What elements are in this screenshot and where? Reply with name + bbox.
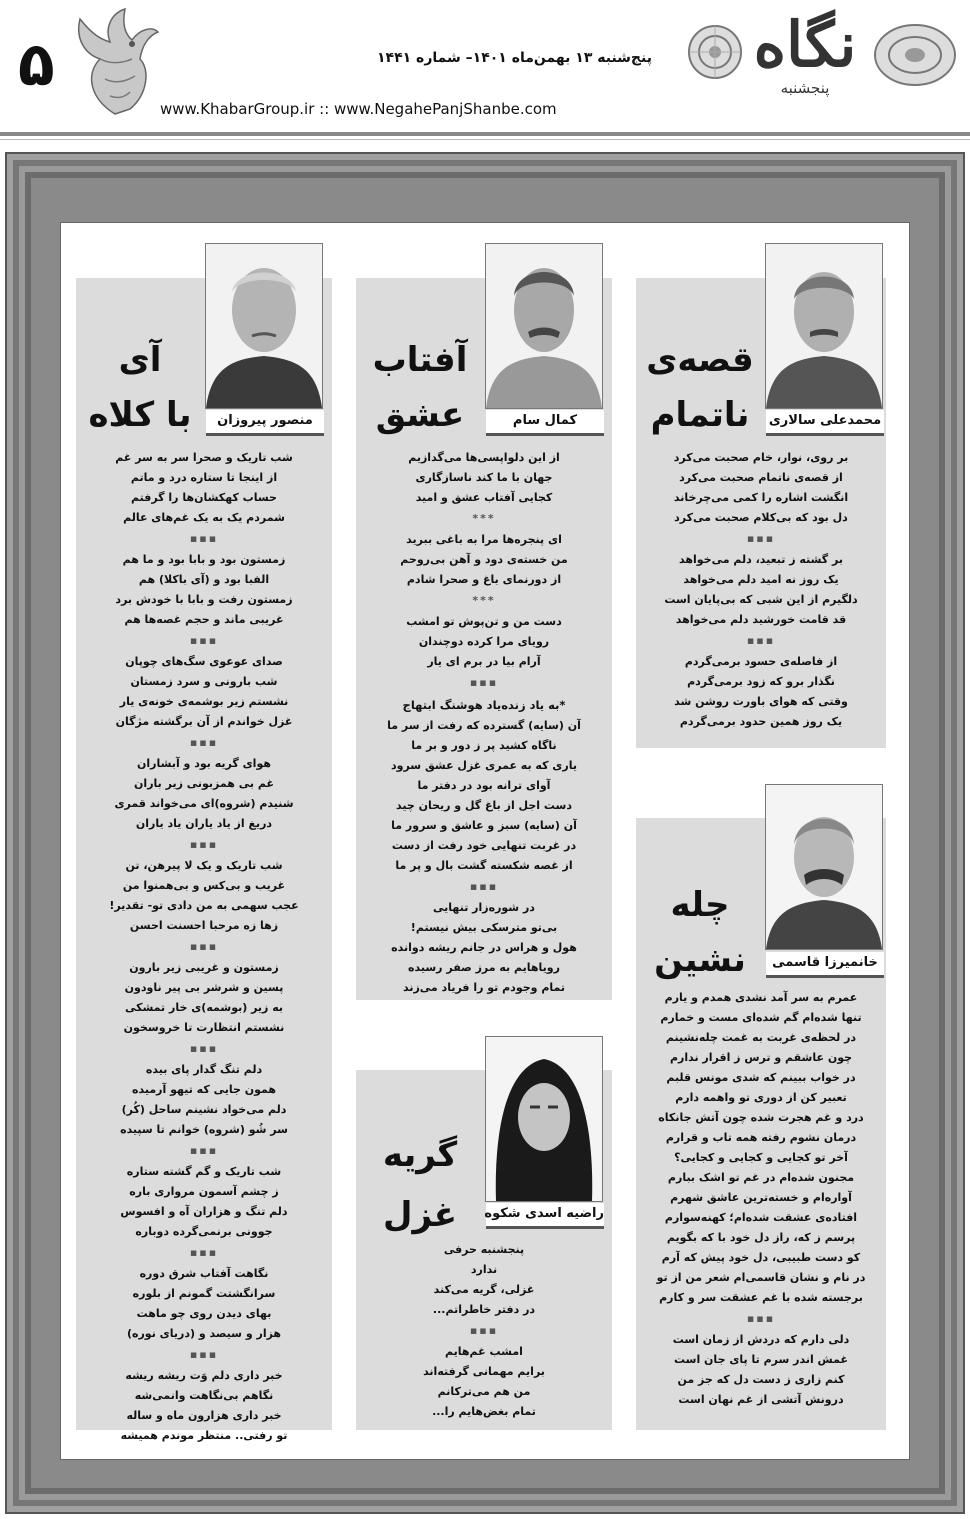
poem-line: مجنون شده‌ام در غم تو اشک ببارم	[667, 1171, 855, 1184]
stanza-separator: ***	[472, 512, 496, 525]
author-name-shokouh: راضیه اسدی شکوه	[486, 1203, 604, 1229]
poem-line: بهای دیدن روی چو ماهت	[136, 1307, 272, 1320]
poem-line: در شوره‌زار تنهایی	[433, 901, 535, 914]
poem-line: نشستم انتظارت تا خروسخون	[123, 1021, 285, 1034]
poem-line: صدای عوعوی سگ‌های چوپان	[125, 655, 283, 668]
poem-line: تعبیر کن از دوری تو واهمه دارم	[675, 1091, 847, 1104]
stanza-separator: ▪▪▪	[189, 532, 219, 545]
author-photo-sam	[485, 243, 603, 409]
poem-line: دست اجل از باغ گل و ریحان چید	[395, 799, 573, 812]
poem-line: یک روز نه امید دلم می‌خواهد	[683, 573, 839, 586]
poem-title-line2-shokouh: غزل	[383, 1195, 457, 1235]
website-urls: www.KhabarGroup.ir :: www.NegahePanjShanbe.com	[160, 100, 557, 118]
poem-line: شنیدم (شروه)ای می‌خواند قمری	[114, 797, 294, 810]
page-number: ۵	[18, 30, 55, 100]
portrait-icon	[206, 244, 322, 408]
author-name-parvizan: منصور پیروزان	[206, 410, 324, 436]
poem-body-sam	[366, 448, 602, 998]
poem-line: در دفتر خاطراتم...	[432, 1303, 536, 1316]
portrait-icon	[486, 244, 602, 408]
poem-line: آوای ترانه بود در دفتر ما	[417, 779, 551, 792]
masthead-logo	[750, 5, 860, 105]
poem-line: ای پنجره‌ها مرا به باغی ببرید	[406, 533, 562, 546]
poem-line: آن (سایه) سبز و عاشق و سرور ما	[391, 819, 577, 832]
poem-line: نگاهت آفتاب شرق دوره	[139, 1267, 269, 1280]
stanza-separator: ▪▪▪	[469, 676, 499, 689]
poem-line: غریبی ماند و حجم غصه‌ها هم	[124, 613, 284, 626]
poem-line: غزلی، گریه می‌کند	[433, 1283, 535, 1296]
issue-date-line: پنج‌شنبه ۱۳ بهمن‌ماه ۱۴۰۱– شماره ۱۴۴۱	[377, 50, 652, 66]
poem-line: کو دست طبیبی، دل خود پیش که آرم	[661, 1251, 861, 1264]
poem-line: برایم مهمانی گرفته‌اند	[423, 1365, 545, 1378]
logo-sub-text: پنجشنبه	[780, 79, 830, 97]
poem-line: از قصه‌ی ناتمام صحبت می‌کرد	[679, 471, 843, 484]
stanza-separator: ▪▪▪	[469, 1324, 499, 1337]
poem-line: دست من و تن‌پوش تو امشب	[406, 615, 562, 628]
poem-line: در لحظه‌ی غربت به غمت چله‌نشینم	[665, 1031, 857, 1044]
poem-line: ناگاه کشید پر ز دور و بر ما	[411, 739, 557, 752]
stanza-separator: ▪▪▪	[189, 1042, 219, 1055]
poem-line: آرام بیا در برم ای یار	[427, 655, 541, 668]
poem-line: تو رفتی.. منتظر موندم همیشه	[120, 1429, 288, 1442]
poem-line: امشب غم‌هایم	[445, 1345, 523, 1358]
poem-title-line1-sam: آفتاب	[372, 340, 468, 380]
poem-line: بی‌تو مترسکی بیش نیستم!	[410, 921, 558, 934]
poem-line: پنجشنبه حرفی	[443, 1243, 525, 1256]
poem-line: درونش آتشی از غم نهان است	[678, 1393, 844, 1406]
poem-line: خبر داری هزارون ماه و ساله	[126, 1409, 282, 1422]
poem-line: تمام بغض‌هایم را...	[432, 1405, 536, 1418]
poem-line: غریب و بی‌کس و بی‌همنوا من	[122, 879, 286, 892]
poem-line: آخر تو کجایی و کجایی و کجایی؟	[674, 1151, 848, 1164]
page-header	[0, 0, 970, 140]
poem-line: بر گشته ز تبعید، دلم می‌خواهد	[679, 553, 843, 566]
poem-line: زمستون و غریبی زیر بارون	[129, 961, 279, 974]
stanza-separator: ▪▪▪	[746, 1312, 776, 1325]
poem-line: عجب سهمی به من دادی تو- تقدیر!	[109, 899, 299, 912]
portrait-icon	[486, 1037, 602, 1201]
poem-line: ز چشم آسمون مرواری باره	[129, 1185, 279, 1198]
poem-body-parvizan	[86, 448, 322, 1446]
poem-title-line2-parvizan: با کلاه	[88, 395, 192, 435]
poem-line: بر روی، نوار، خام صحبت می‌کرد	[673, 451, 849, 464]
poem-line: شب تاریک و گم گشته ستاره	[126, 1165, 282, 1178]
poem-line: دلی دارم که دردش از زمان است	[672, 1333, 850, 1346]
poem-line: دلم تنگ و هزاران آه و افسوس	[120, 1205, 288, 1218]
poem-line: از غصه شکسته گشت بال و پر ما	[395, 859, 573, 872]
poem-title-line2-sam: عشق	[375, 395, 465, 435]
poem-line: برجسته شده با غم عشقت سر و کارم	[659, 1291, 863, 1304]
stanza-separator: ▪▪▪	[189, 634, 219, 647]
poem-line: پرسم ز که، راز دل خود با که بگویم	[666, 1231, 856, 1244]
stanza-separator: ▪▪▪	[746, 532, 776, 545]
author-photo-shokouh	[485, 1036, 603, 1202]
poem-line: هوای گریه بود و آبشاران	[137, 757, 271, 770]
poem-line: ندارد	[470, 1263, 498, 1276]
poem-line: شب بارونی و سرد زمستان	[130, 675, 278, 688]
decorative-ornament-icon	[870, 20, 960, 90]
poem-line: یک روز همین حدود برمی‌گردم	[679, 715, 843, 728]
stanza-separator: ▪▪▪	[189, 1348, 219, 1361]
poem-line: زها زه مرحبا احسنت احسن	[129, 919, 279, 932]
stanza-separator: ▪▪▪	[189, 838, 219, 851]
stanza-separator: ***	[472, 594, 496, 607]
poem-line: چون عاشقم و ترس ز اقرار ندارم	[669, 1051, 853, 1064]
poem-body-shokouh	[366, 1240, 602, 1422]
poem-line: غزل خواندم از آن برگشته مژگان	[115, 715, 293, 728]
poem-line: شمردم یک به یک غم‌های عالم	[123, 511, 285, 524]
poem-line: تمام وجودم تو را فریاد می‌زند	[402, 981, 566, 994]
poem-line: از فاصله‌ی حسود برمی‌گردم	[684, 655, 838, 668]
author-photo-ghasemi	[765, 784, 883, 950]
poem-line: خبر داری دلم وَت ریشه ریشه	[125, 1369, 283, 1382]
poem-line: انگشت اشاره را کمی می‌چرخاند	[673, 491, 849, 504]
portrait-icon	[766, 785, 882, 949]
poem-line: من خسته‌ی دود و آهن بی‌روحم	[400, 553, 568, 566]
poem-line: عمرم به سر آمد نشدی همدم و یارم	[664, 991, 858, 1004]
logo-main-text: نگاه	[753, 8, 857, 81]
poem-line: رویاهایم به مرز صفر رسیده	[408, 961, 560, 974]
poem-line: کنم زاری ز دست دل که جز من	[677, 1373, 845, 1386]
poem-line: سرانگشتت گمونم از بلوره	[132, 1287, 276, 1300]
poem-line: نگاهم بی‌نگاهت وانمی‌شه	[134, 1389, 274, 1402]
poem-title-line2-salari: ناتمام	[650, 395, 750, 435]
poem-line: وقتی که هوای باورت روشن شد	[674, 695, 848, 708]
poem-line: هول و هراس در جانم ریشه دوانده	[391, 941, 577, 954]
poem-line: در غربت تنهایی خود رفت از دست	[391, 839, 577, 852]
phoenix-emblem-icon	[70, 4, 160, 124]
poem-line: پسین و شرشر بی پیر ناودون	[124, 981, 284, 994]
poem-line: جهان با ما کند ناسازگاری	[415, 471, 553, 484]
author-photo-salari	[765, 243, 883, 409]
poem-title-line1-salari: قصه‌ی	[646, 340, 754, 380]
poem-line: نشستم زیر بوشمه‌ی خونه‌ی یار	[119, 695, 289, 708]
author-name-salari: محمدعلی سالاری	[766, 410, 884, 436]
poem-line: شب تاریک و یک لا پیرهن، تن	[125, 859, 283, 872]
poem-line: از اینجا تا ستاره درد و ماتم	[130, 471, 278, 484]
poem-line: الفبا بود و (آی باکلا) هم	[138, 573, 270, 586]
stanza-separator: ▪▪▪	[189, 1144, 219, 1157]
poem-line: سر شُو (شروه) خوانم تا سپیده	[120, 1123, 288, 1136]
poem-line: شب تاریک و صحرا سر به سر غم	[115, 451, 293, 464]
poem-title-line1-parvizan: آی	[118, 340, 162, 380]
poem-line: دلم تنگ گدار پای بیده	[145, 1063, 263, 1076]
stanza-separator: ▪▪▪	[189, 736, 219, 749]
poem-title-line2-ghasemi: نشین	[654, 940, 746, 980]
poem-body-salari	[648, 448, 874, 732]
poem-line: درد و غم هجرت شده چون آتش جانکاه	[658, 1111, 864, 1124]
header-rule	[0, 132, 970, 136]
poem-line: در نام و نشان قاسمی‌ام شعر من از تو	[656, 1271, 866, 1284]
dedication-heading: *به یاد زنده‌یاد هوشنگ ابتهاج	[402, 698, 566, 712]
poem-line: یاری که به عمری غزل عشق سرود	[390, 759, 577, 772]
poem-line: جوونی برنمی‌گرده دوباره	[135, 1225, 273, 1238]
author-photo-parvizan	[205, 243, 323, 409]
poem-title-line1-shokouh: گریه	[382, 1135, 458, 1175]
poem-line: حساب کهکشان‌ها را گرفتم	[131, 491, 277, 504]
poem-line: از دورنمای باغ و صحرا شادم	[406, 573, 562, 586]
poem-title-line1-ghasemi: چله	[670, 885, 730, 925]
poem-line: زمستون رفت و بابا با خودش برد	[115, 593, 293, 606]
poem-line: همون جایی که تیهو آرمیده	[131, 1083, 277, 1096]
poem-line: نگذار برو که زود برمی‌گردم	[687, 675, 835, 688]
portrait-icon	[766, 244, 882, 408]
poem-line: قد قامت خورشید دلم می‌خواهد	[675, 613, 847, 626]
author-name-ghasemi: خانمیرزا قاسمی	[766, 952, 884, 978]
poem-line: در خواب ببینم که شدی مونس قلبم	[666, 1071, 856, 1084]
poem-line: درمان نشوم رفته همه تاب و قرارم	[665, 1131, 857, 1144]
poem-line: افتاده‌ی عشقت شده‌ام؛ کهنه‌سوارم	[664, 1211, 858, 1224]
decorative-ornament-icon	[685, 22, 745, 82]
poem-line: رویای مرا کرده دوچندان	[418, 635, 550, 648]
poem-line: دلم می‌خواد نشینم ساحل (کُر)	[121, 1103, 287, 1116]
stanza-separator: ▪▪▪	[469, 880, 499, 893]
poem-body-ghasemi	[648, 988, 874, 1410]
poem-line: دریغ از یاد یاران یاد یاران	[135, 817, 273, 830]
stanza-separator: ▪▪▪	[189, 940, 219, 953]
author-name-sam: کمال سام	[486, 410, 604, 436]
poem-line: دل بود که بی‌کلام صحبت می‌کرد	[674, 511, 848, 524]
poem-line: آن (سایه) گسترده که رفت از سر ما	[387, 719, 581, 732]
poem-line: دلگیرم از این شبی که بی‌پایان است	[664, 593, 858, 606]
poem-line: تنها شده‌ام گم شده‌ای مست و خمارم	[660, 1011, 862, 1024]
poem-line: از این دلواپسی‌ها می‌گدازیم	[408, 451, 560, 464]
poem-line: زمستون بود و بابا بود و ما هم	[122, 553, 286, 566]
poem-line: آواره‌ام و خسته‌ترین عاشق شهرم	[670, 1191, 852, 1204]
poem-line: به زیر (بوشمه)ی خار تمشکی	[124, 1001, 284, 1014]
poem-line: کجایی آفتاب عشق و امید	[415, 491, 553, 504]
stanza-separator: ▪▪▪	[189, 1246, 219, 1259]
poem-line: من هم می‌ترکانم	[437, 1385, 531, 1398]
poem-line: هزار و سیصد و (دریای نوره)	[126, 1327, 282, 1340]
poem-line: غم بی همزبونی زیر باران	[134, 777, 274, 790]
poem-line: غمش اندر سرم تا پای جان است	[673, 1353, 848, 1366]
stanza-separator: ▪▪▪	[746, 634, 776, 647]
